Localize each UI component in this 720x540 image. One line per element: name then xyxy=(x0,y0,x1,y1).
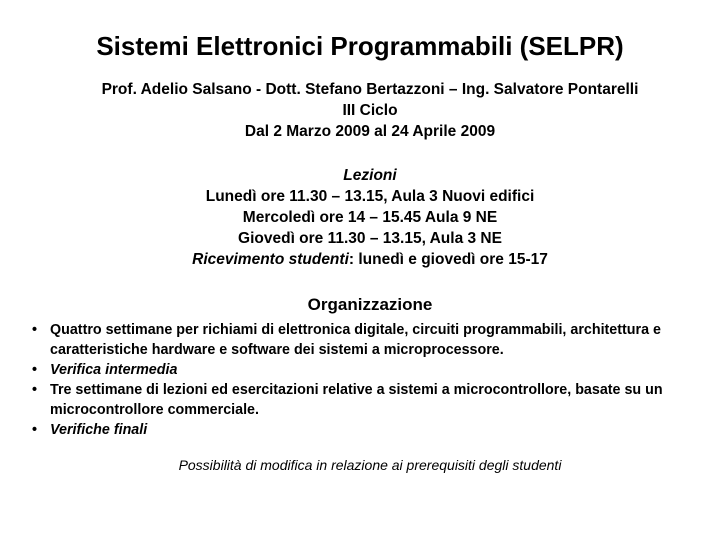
bullet-icon: • xyxy=(32,422,38,438)
reception-label: Ricevimento studenti xyxy=(192,251,349,268)
lecture-thursday: Giovedì ore 11.30 – 13.15, Aula 3 NE xyxy=(238,230,502,247)
bullet-icon: • xyxy=(32,362,38,378)
list-item xyxy=(32,420,700,440)
bullet-icon: • xyxy=(32,322,38,338)
list-item xyxy=(32,320,700,360)
reception-line xyxy=(40,249,700,270)
organization-heading: Organizzazione xyxy=(307,295,433,314)
dates-line: Dal 2 Marzo 2009 al 24 Aprile 2009 xyxy=(244,123,496,140)
cycle-line: III Ciclo xyxy=(342,102,398,119)
list-item-text: Verifiche finali xyxy=(50,422,148,438)
list-item-text: Tre settimane di lezioni ed esercitazioni relative a sistemi a microcontrollore, basate su un microcontrollore commerciale. xyxy=(50,382,663,418)
lecture-monday: Lunedì ore 11.30 – 13.15, Aula 3 Nuovi edifici xyxy=(205,188,535,205)
footnote: Possibilità di modifica in relazione ai prerequisiti degli studenti xyxy=(178,457,562,473)
course-header xyxy=(40,79,700,142)
list-item-text: Verifica intermedia xyxy=(50,362,178,378)
list-item xyxy=(32,380,700,420)
list-item xyxy=(32,360,700,380)
lectures-section xyxy=(40,165,700,270)
slide-title: Sistemi Elettronici Programmabili (SELPR) xyxy=(96,31,624,61)
lecture-wednesday: Mercoledì ore 14 – 15.45 Aula 9 NE xyxy=(242,209,498,226)
bullet-icon: • xyxy=(32,382,38,398)
reception-text: : lunedì e giovedì ore 15-17 xyxy=(348,251,548,268)
organization-list xyxy=(32,320,700,440)
lectures-heading: Lezioni xyxy=(343,167,397,184)
authors-line: Prof. Adelio Salsano - Dott. Stefano Bertazzoni – Ing. Salvatore Pontarelli xyxy=(101,81,639,98)
list-item-text: Quattro settimane per richiami di elettronica digitale, circuiti programmabili, architettura e caratteristiche hardware e software dei sistemi a microprocessore. xyxy=(50,322,661,358)
